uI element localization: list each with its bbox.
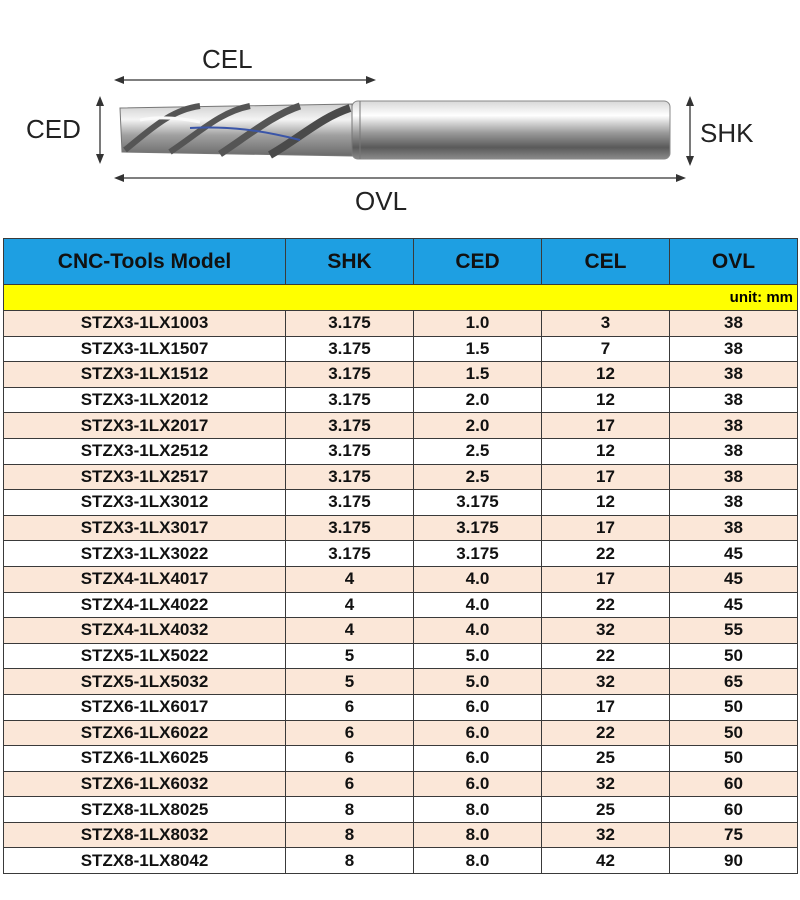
cell-cel: 17 [542,515,670,541]
table-row [4,643,798,669]
cell-shk: 3.175 [286,515,414,541]
cell-cel: 22 [542,643,670,669]
cell-ovl: 60 [670,771,798,797]
cell-cel: 25 [542,797,670,823]
cell-model: STZX8-1LX8025 [4,797,286,823]
cell-shk: 6 [286,771,414,797]
table-row [4,541,798,567]
cell-shk: 3.175 [286,541,414,567]
spec-table [3,238,798,874]
cell-model: STZX6-1LX6022 [4,720,286,746]
cell-cel: 32 [542,822,670,848]
cell-ced: 6.0 [414,694,542,720]
table-row [4,771,798,797]
cell-cel: 12 [542,387,670,413]
cell-ced: 1.5 [414,336,542,362]
cell-ovl: 38 [670,464,798,490]
cell-ced: 5.0 [414,643,542,669]
ovl-dimension-arrow [114,174,686,182]
cell-ovl: 55 [670,618,798,644]
table-header-row [4,239,798,285]
cell-shk: 4 [286,618,414,644]
cell-cel: 42 [542,848,670,874]
table-row [4,490,798,516]
cell-model: STZX3-1LX1507 [4,336,286,362]
cell-ced: 8.0 [414,848,542,874]
cell-ovl: 50 [670,720,798,746]
cell-ovl: 50 [670,694,798,720]
table-row [4,464,798,490]
cell-shk: 4 [286,566,414,592]
cell-model: STZX4-1LX4032 [4,618,286,644]
cell-ced: 2.5 [414,438,542,464]
cell-model: STZX6-1LX6017 [4,694,286,720]
cell-model: STZX8-1LX8032 [4,822,286,848]
table-row [4,387,798,413]
cell-shk: 3.175 [286,311,414,337]
cell-ced: 4.0 [414,566,542,592]
cell-ced: 2.5 [414,464,542,490]
cell-cel: 22 [542,592,670,618]
cell-model: STZX3-1LX3017 [4,515,286,541]
cell-ced: 6.0 [414,720,542,746]
cell-cel: 22 [542,541,670,567]
cell-model: STZX6-1LX6025 [4,746,286,772]
cell-model: STZX8-1LX8042 [4,848,286,874]
cell-model: STZX4-1LX4017 [4,566,286,592]
tool-flutes [120,104,352,156]
cell-cel: 32 [542,669,670,695]
cell-shk: 3.175 [286,387,414,413]
table-row [4,669,798,695]
cell-cel: 17 [542,566,670,592]
table-row [4,311,798,337]
cell-ced: 1.5 [414,362,542,388]
cell-model: STZX3-1LX2017 [4,413,286,439]
table-row [4,515,798,541]
header-ced: CED [414,239,542,285]
cell-ovl: 45 [670,592,798,618]
table-row [4,592,798,618]
cell-ovl: 38 [670,336,798,362]
table-row [4,566,798,592]
ovl-label: OVL [355,186,408,216]
cell-ovl: 45 [670,541,798,567]
table-row [4,746,798,772]
cell-model: STZX3-1LX3022 [4,541,286,567]
cell-model: STZX5-1LX5022 [4,643,286,669]
cell-cel: 32 [542,618,670,644]
cell-shk: 3.175 [286,438,414,464]
table-row [4,848,798,874]
cel-label: CEL [202,44,253,74]
cell-ovl: 38 [670,387,798,413]
cell-shk: 6 [286,746,414,772]
cell-cel: 22 [542,720,670,746]
cell-ovl: 38 [670,515,798,541]
cell-ced: 1.0 [414,311,542,337]
end-mill-dimension-diagram [0,0,800,230]
cell-model: STZX3-1LX3012 [4,490,286,516]
cell-ovl: 38 [670,362,798,388]
cell-shk: 3.175 [286,464,414,490]
header-model: CNC-Tools Model [4,239,286,285]
cell-ovl: 38 [670,311,798,337]
shk-dimension-arrow [686,96,694,166]
cell-shk: 8 [286,848,414,874]
cell-ced: 3.175 [414,515,542,541]
cell-shk: 3.175 [286,336,414,362]
cell-shk: 5 [286,643,414,669]
table-row [4,438,798,464]
cell-ced: 2.0 [414,413,542,439]
cell-model: STZX5-1LX5032 [4,669,286,695]
cell-cel: 12 [542,438,670,464]
cell-ovl: 50 [670,643,798,669]
table-body [4,285,798,874]
cell-shk: 6 [286,694,414,720]
cell-ovl: 65 [670,669,798,695]
cell-shk: 8 [286,822,414,848]
cell-ced: 6.0 [414,771,542,797]
unit-row [4,285,798,311]
table-row [4,797,798,823]
cell-model: STZX3-1LX1003 [4,311,286,337]
cell-shk: 3.175 [286,362,414,388]
cell-model: STZX6-1LX6032 [4,771,286,797]
header-shk: SHK [286,239,414,285]
cell-ced: 5.0 [414,669,542,695]
cell-model: STZX3-1LX2012 [4,387,286,413]
cell-cel: 17 [542,464,670,490]
cell-ced: 3.175 [414,541,542,567]
cell-shk: 5 [286,669,414,695]
table-row [4,413,798,439]
cell-model: STZX3-1LX1512 [4,362,286,388]
cell-ced: 8.0 [414,797,542,823]
tool-shank [352,101,670,159]
cell-cel: 17 [542,694,670,720]
cell-shk: 3.175 [286,490,414,516]
cell-ced: 3.175 [414,490,542,516]
cell-model: STZX4-1LX4022 [4,592,286,618]
header-ovl: OVL [670,239,798,285]
cel-dimension-arrow [114,76,376,84]
table-row [4,822,798,848]
cell-cel: 12 [542,490,670,516]
cell-ovl: 38 [670,490,798,516]
cell-shk: 4 [286,592,414,618]
ced-label: CED [26,114,81,144]
cell-model: STZX3-1LX2517 [4,464,286,490]
cell-ovl: 38 [670,413,798,439]
cell-shk: 3.175 [286,413,414,439]
table-row [4,362,798,388]
cell-ced: 6.0 [414,746,542,772]
cell-cel: 32 [542,771,670,797]
cell-ovl: 45 [670,566,798,592]
cell-ced: 2.0 [414,387,542,413]
ced-dimension-arrow [96,96,104,164]
table-row [4,694,798,720]
cell-cel: 3 [542,311,670,337]
cell-cel: 17 [542,413,670,439]
unit-label: unit: mm [4,285,798,311]
cell-ovl: 50 [670,746,798,772]
cell-ced: 4.0 [414,618,542,644]
cell-ced: 4.0 [414,592,542,618]
cell-ovl: 90 [670,848,798,874]
cell-model: STZX3-1LX2512 [4,438,286,464]
cell-shk: 8 [286,797,414,823]
cell-cel: 7 [542,336,670,362]
cell-shk: 6 [286,720,414,746]
cell-cel: 25 [542,746,670,772]
shk-label: SHK [700,118,754,148]
cell-ovl: 75 [670,822,798,848]
cell-ovl: 38 [670,438,798,464]
table-row [4,336,798,362]
header-cel: CEL [542,239,670,285]
cell-ced: 8.0 [414,822,542,848]
cell-cel: 12 [542,362,670,388]
cell-ovl: 60 [670,797,798,823]
table-row [4,720,798,746]
table-row [4,618,798,644]
